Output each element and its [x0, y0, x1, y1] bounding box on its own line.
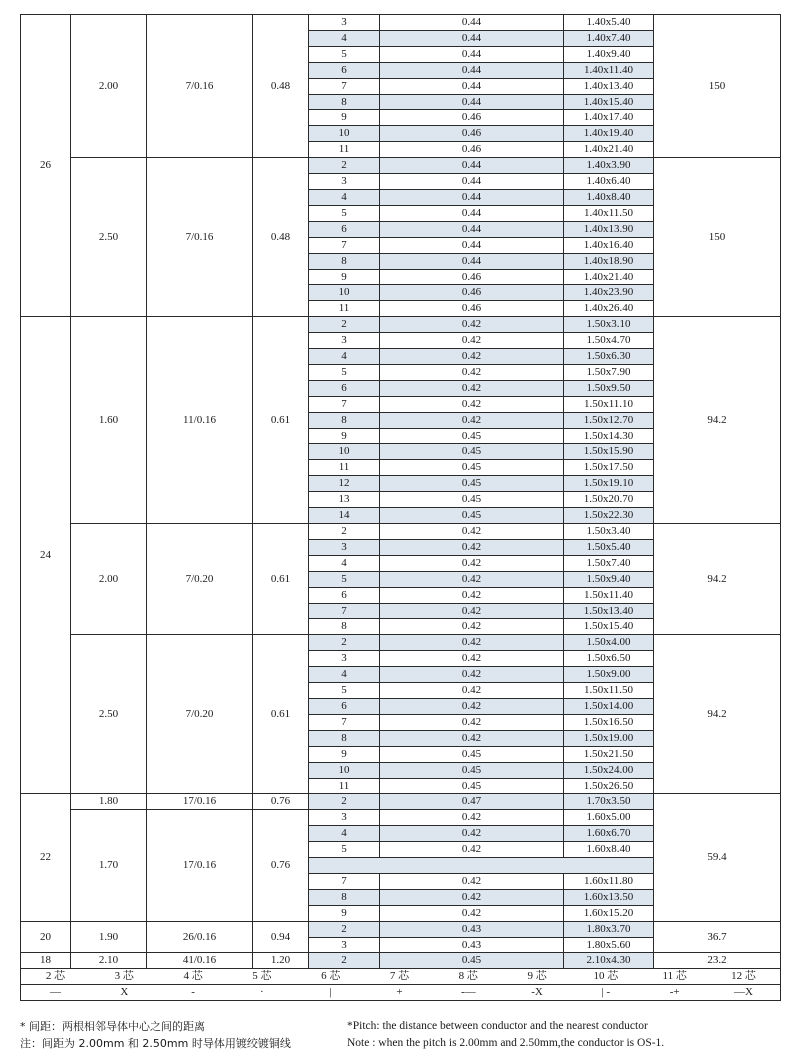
thickness-cell: 0.43	[380, 937, 564, 953]
thickness-cell: 0.42	[380, 842, 564, 858]
thickness-cell: 0.44	[380, 158, 564, 174]
thickness-cell: 0.44	[380, 78, 564, 94]
position-row	[21, 969, 781, 985]
thickness-cell: 0.44	[380, 174, 564, 190]
dimension-cell: 1.50x15.90	[564, 444, 654, 460]
core-position-label: 4 芯	[183, 970, 203, 983]
cores-cell: 5	[309, 46, 380, 62]
thickness-cell: 0.42	[380, 810, 564, 826]
marking-symbol: -	[191, 986, 195, 999]
thickness-cell: 0.42	[380, 380, 564, 396]
cores-cell: 3	[309, 15, 380, 31]
table-row	[21, 317, 781, 333]
marking-symbol: ·	[260, 986, 264, 999]
thickness-cell: 0.45	[380, 762, 564, 778]
dimension-cell: 1.40x9.40	[564, 46, 654, 62]
cores-cell: 7	[309, 78, 380, 94]
dimension-cell: 1.50x24.00	[564, 762, 654, 778]
pitch-cell: 1.70	[71, 810, 147, 921]
thickness-cell: 0.42	[380, 349, 564, 365]
core-position-label: 3 芯	[114, 970, 134, 983]
cores-cell: 7	[309, 603, 380, 619]
cores-cell: 6	[309, 62, 380, 78]
thickness-cell: 0.44	[380, 189, 564, 205]
dimension-cell: 1.50x3.10	[564, 317, 654, 333]
dimension-cell: 1.50x13.40	[564, 603, 654, 619]
pitch-cell: 2.10	[71, 953, 147, 969]
pitch-cell: 1.80	[71, 794, 147, 810]
cable-spec-table	[20, 14, 781, 1001]
size-cell: 36.7	[654, 921, 781, 953]
thickness-cell: 0.45	[380, 428, 564, 444]
size-cell: 59.4	[654, 794, 781, 921]
cores-cell: 5	[309, 571, 380, 587]
table-row	[21, 524, 781, 540]
thickness-cell: 0.42	[380, 412, 564, 428]
dimension-cell: 1.50x20.70	[564, 492, 654, 508]
thickness-cell: 0.42	[380, 333, 564, 349]
thickness-cell: 0.42	[380, 683, 564, 699]
thickness-cell: 0.44	[380, 221, 564, 237]
dimension-cell: 1.50x19.10	[564, 476, 654, 492]
marking-symbol: X	[120, 986, 129, 999]
thickness-cell: 0.42	[380, 555, 564, 571]
marking-symbol: +	[396, 986, 403, 999]
cores-cell: 2	[309, 921, 380, 937]
thickness-cell: 0.42	[380, 826, 564, 842]
thickness-cell: 0.44	[380, 205, 564, 221]
cores-cell: 6	[309, 380, 380, 396]
thickness-cell: 0.42	[380, 524, 564, 540]
dimension-cell: 1.40x19.40	[564, 126, 654, 142]
core-position-label: 10 芯	[593, 970, 619, 983]
dimension-cell: 1.40x16.40	[564, 237, 654, 253]
dimension-cell: 1.50x14.30	[564, 428, 654, 444]
cores-cell: 6	[309, 587, 380, 603]
cores-cell: 8	[309, 253, 380, 269]
cores-cell: 10	[309, 285, 380, 301]
note-conductor-en: Note : when the pitch is 2.00mm and 2.50mm,the conductor is OS-1.	[347, 1037, 665, 1049]
cores-cell: 11	[309, 142, 380, 158]
thickness-cell: 0.42	[380, 905, 564, 921]
cores-cell: 2	[309, 158, 380, 174]
thickness-cell: 0.45	[380, 746, 564, 762]
cores-cell: 9	[309, 905, 380, 921]
dimension-cell: 1.70x3.50	[564, 794, 654, 810]
dimension-cell: 1.40x8.40	[564, 189, 654, 205]
thickness-cell: 0.46	[380, 301, 564, 317]
thickness-cell: 0.45	[380, 492, 564, 508]
marking-symbol: -X	[531, 986, 543, 999]
thickness-cell: 0.43	[380, 921, 564, 937]
symbol-row	[21, 985, 781, 1001]
dimension-cell: 1.40x17.40	[564, 110, 654, 126]
dimension-cell: 1.40x23.90	[564, 285, 654, 301]
dimension-cell: 1.50x9.40	[564, 571, 654, 587]
dimension-cell: 1.50x4.70	[564, 333, 654, 349]
insulation-cell: 1.20	[253, 953, 309, 969]
cores-cell: 9	[309, 428, 380, 444]
core-position-label: 9 芯	[527, 970, 547, 983]
cores-cell: 5	[309, 842, 380, 858]
dimension-cell: 1.50x16.50	[564, 714, 654, 730]
dimension-cell: 1.80x3.70	[564, 921, 654, 937]
marking-symbol: —X	[733, 986, 753, 999]
dimension-cell: 1.50x17.50	[564, 460, 654, 476]
dimension-cell: 1.60x13.50	[564, 889, 654, 905]
cores-cell: 8	[309, 412, 380, 428]
marking-symbol: —	[50, 986, 61, 999]
thickness-cell: 0.42	[380, 651, 564, 667]
cores-cell: 3	[309, 174, 380, 190]
cores-cell: 7	[309, 873, 380, 889]
cores-cell: 9	[309, 746, 380, 762]
thickness-cell: 0.42	[380, 667, 564, 683]
strand-cell: 7/0.16	[147, 15, 253, 158]
notes-chinese	[20, 1018, 291, 1052]
dimension-cell: 1.50x21.50	[564, 746, 654, 762]
dimension-cell: 1.50x12.70	[564, 412, 654, 428]
cores-cell: 5	[309, 364, 380, 380]
thickness-cell: 0.42	[380, 635, 564, 651]
thickness-cell: 0.46	[380, 285, 564, 301]
cores-cell: 3	[309, 937, 380, 953]
symbol-strip	[21, 985, 781, 1001]
dimension-cell: 1.40x11.40	[564, 62, 654, 78]
awg-cell: 18	[21, 953, 71, 969]
cores-cell: 3	[309, 651, 380, 667]
cores-cell: 11	[309, 460, 380, 476]
thickness-cell: 0.42	[380, 603, 564, 619]
cores-cell: 11	[309, 301, 380, 317]
table-row	[21, 921, 781, 937]
marking-symbol: -—	[460, 986, 476, 999]
strand-cell: 7/0.20	[147, 635, 253, 794]
strand-cell: 17/0.16	[147, 810, 253, 921]
size-cell: 23.2	[654, 953, 781, 969]
thickness-cell: 0.47	[380, 794, 564, 810]
cores-cell: 12	[309, 476, 380, 492]
dimension-cell: 2.10x4.30	[564, 953, 654, 969]
table-body	[21, 15, 781, 1001]
dimension-cell: 1.40x26.40	[564, 301, 654, 317]
dimension-cell: 1.40x5.40	[564, 15, 654, 31]
pitch-cell: 1.90	[71, 921, 147, 953]
pitch-cell: 2.50	[71, 158, 147, 317]
pitch-cell: 2.50	[71, 635, 147, 794]
table-row	[21, 15, 781, 31]
cores-cell: 10	[309, 762, 380, 778]
dimension-cell: 1.50x11.40	[564, 587, 654, 603]
dimension-cell: 1.40x21.40	[564, 142, 654, 158]
insulation-cell: 0.61	[253, 317, 309, 524]
cores-cell: 8	[309, 94, 380, 110]
cores-cell: 4	[309, 826, 380, 842]
dimension-cell: 1.50x5.40	[564, 539, 654, 555]
thickness-cell: 0.44	[380, 30, 564, 46]
marking-symbol: -+	[669, 986, 680, 999]
dimension-cell: 1.80x5.60	[564, 937, 654, 953]
pitch-cell: 2.00	[71, 15, 147, 158]
cores-cell: 7	[309, 396, 380, 412]
dimension-cell: 1.60x15.20	[564, 905, 654, 921]
thickness-cell: 0.42	[380, 587, 564, 603]
thickness-cell: 0.42	[380, 317, 564, 333]
dimension-cell: 1.50x9.00	[564, 667, 654, 683]
insulation-cell: 0.48	[253, 158, 309, 317]
dimension-cell: 1.50x19.00	[564, 730, 654, 746]
dimension-cell: 1.40x13.90	[564, 221, 654, 237]
position-strip	[21, 969, 781, 985]
strand-cell: 41/0.16	[147, 953, 253, 969]
cores-cell: 11	[309, 778, 380, 794]
thickness-cell: 0.42	[380, 539, 564, 555]
dimension-cell: 1.50x11.10	[564, 396, 654, 412]
cores-cell: 3	[309, 539, 380, 555]
thickness-cell: 0.44	[380, 15, 564, 31]
dimension-cell: 1.40x21.40	[564, 269, 654, 285]
thickness-cell: 0.42	[380, 714, 564, 730]
thickness-cell: 0.42	[380, 698, 564, 714]
cores-cell: 5	[309, 683, 380, 699]
table-row	[21, 953, 781, 969]
thickness-cell: 0.45	[380, 953, 564, 969]
insulation-cell: 0.94	[253, 921, 309, 953]
cores-cell: 4	[309, 30, 380, 46]
table-row	[21, 635, 781, 651]
dimension-cell: 1.50x22.30	[564, 508, 654, 524]
blank-row-cell	[309, 858, 654, 874]
cores-cell: 2	[309, 635, 380, 651]
thickness-cell: 0.42	[380, 619, 564, 635]
dimension-cell: 1.60x11.80	[564, 873, 654, 889]
thickness-cell: 0.46	[380, 110, 564, 126]
thickness-cell: 0.42	[380, 571, 564, 587]
cores-cell: 2	[309, 953, 380, 969]
cores-cell: 13	[309, 492, 380, 508]
cores-cell: 8	[309, 619, 380, 635]
strand-cell: 7/0.20	[147, 524, 253, 635]
dimension-cell: 1.50x4.00	[564, 635, 654, 651]
cores-cell: 5	[309, 205, 380, 221]
thickness-cell: 0.44	[380, 237, 564, 253]
thickness-cell: 0.44	[380, 46, 564, 62]
thickness-cell: 0.44	[380, 253, 564, 269]
notes-english	[347, 1018, 664, 1052]
dimension-cell: 1.60x8.40	[564, 842, 654, 858]
note-pitch-cn: * 间距：两根相邻导体中心之间的距离	[20, 1020, 205, 1033]
dimension-cell: 1.50x26.50	[564, 778, 654, 794]
size-cell: 94.2	[654, 524, 781, 635]
strand-cell: 17/0.16	[147, 794, 253, 810]
core-position-label: 7 芯	[389, 970, 410, 983]
cores-cell: 9	[309, 269, 380, 285]
thickness-cell: 0.44	[380, 62, 564, 78]
dimension-cell: 1.40x11.50	[564, 205, 654, 221]
cores-cell: 10	[309, 444, 380, 460]
core-position-label: 11 芯	[662, 970, 687, 983]
core-position-label: 2 芯	[45, 970, 66, 983]
core-position-label: 12 芯	[731, 970, 756, 983]
awg-cell: 26	[21, 15, 71, 317]
thickness-cell: 0.42	[380, 396, 564, 412]
thickness-cell: 0.46	[380, 126, 564, 142]
awg-cell: 20	[21, 921, 71, 953]
thickness-cell: 0.45	[380, 460, 564, 476]
cores-cell: 2	[309, 794, 380, 810]
awg-cell: 24	[21, 317, 71, 794]
thickness-cell: 0.46	[380, 142, 564, 158]
insulation-cell: 0.76	[253, 794, 309, 810]
dimension-cell: 1.50x9.50	[564, 380, 654, 396]
cores-cell: 7	[309, 714, 380, 730]
dimension-cell: 1.50x14.00	[564, 698, 654, 714]
thickness-cell: 0.42	[380, 364, 564, 380]
dimension-cell: 1.40x7.40	[564, 30, 654, 46]
dimension-cell: 1.50x7.40	[564, 555, 654, 571]
insulation-cell: 0.61	[253, 524, 309, 635]
dimension-cell: 1.60x5.00	[564, 810, 654, 826]
thickness-cell: 0.42	[380, 873, 564, 889]
thickness-cell: 0.46	[380, 269, 564, 285]
thickness-cell: 0.42	[380, 730, 564, 746]
dimension-cell: 1.50x6.30	[564, 349, 654, 365]
dimension-cell: 1.50x11.50	[564, 683, 654, 699]
dimension-cell: 1.50x6.50	[564, 651, 654, 667]
dimension-cell: 1.40x13.40	[564, 78, 654, 94]
dimension-cell: 1.40x6.40	[564, 174, 654, 190]
cores-cell: 4	[309, 349, 380, 365]
cores-cell: 4	[309, 555, 380, 571]
thickness-cell: 0.45	[380, 476, 564, 492]
cores-cell: 2	[309, 317, 380, 333]
strand-cell: 26/0.16	[147, 921, 253, 953]
cores-cell: 4	[309, 667, 380, 683]
thickness-cell: 0.45	[380, 778, 564, 794]
dimension-cell: 1.40x3.90	[564, 158, 654, 174]
cores-cell: 7	[309, 237, 380, 253]
note-pitch-en: *Pitch: the distance between conductor and the nearest conductor	[347, 1020, 648, 1032]
cores-cell: 8	[309, 730, 380, 746]
size-cell: 94.2	[654, 635, 781, 794]
strand-cell: 7/0.16	[147, 158, 253, 317]
insulation-cell: 0.76	[253, 810, 309, 921]
cores-cell: 3	[309, 810, 380, 826]
size-cell: 150	[654, 158, 781, 317]
cores-cell: 8	[309, 889, 380, 905]
dimension-cell: 1.50x7.90	[564, 364, 654, 380]
table-row	[21, 794, 781, 810]
thickness-cell: 0.42	[380, 889, 564, 905]
thickness-cell: 0.45	[380, 444, 564, 460]
thickness-cell: 0.45	[380, 508, 564, 524]
dimension-cell: 1.50x15.40	[564, 619, 654, 635]
cores-cell: 4	[309, 189, 380, 205]
core-position-label: 8 芯	[458, 970, 478, 983]
core-position-label: 6 芯	[321, 970, 341, 983]
dimension-cell: 1.50x3.40	[564, 524, 654, 540]
awg-cell: 22	[21, 794, 71, 921]
cores-cell: 14	[309, 508, 380, 524]
insulation-cell: 0.48	[253, 15, 309, 158]
cores-cell: 9	[309, 110, 380, 126]
dimension-cell: 1.40x18.90	[564, 253, 654, 269]
marking-symbol: |	[329, 986, 332, 999]
table-row	[21, 158, 781, 174]
cores-cell: 6	[309, 698, 380, 714]
insulation-cell: 0.61	[253, 635, 309, 794]
marking-symbol: | -	[601, 986, 611, 999]
cores-cell: 3	[309, 333, 380, 349]
thickness-cell: 0.44	[380, 94, 564, 110]
note-conductor-cn: 注：间距为 2.00mm 和 2.50mm 时导体用镀绞镀铜线	[20, 1037, 291, 1050]
strand-cell: 11/0.16	[147, 317, 253, 524]
dimension-cell: 1.40x15.40	[564, 94, 654, 110]
cores-cell: 10	[309, 126, 380, 142]
dimension-cell: 1.60x6.70	[564, 826, 654, 842]
pitch-cell: 2.00	[71, 524, 147, 635]
pitch-cell: 1.60	[71, 317, 147, 524]
cores-cell: 6	[309, 221, 380, 237]
core-position-label: 5 芯	[252, 970, 272, 983]
size-cell: 94.2	[654, 317, 781, 524]
size-cell: 150	[654, 15, 781, 158]
cores-cell: 2	[309, 524, 380, 540]
